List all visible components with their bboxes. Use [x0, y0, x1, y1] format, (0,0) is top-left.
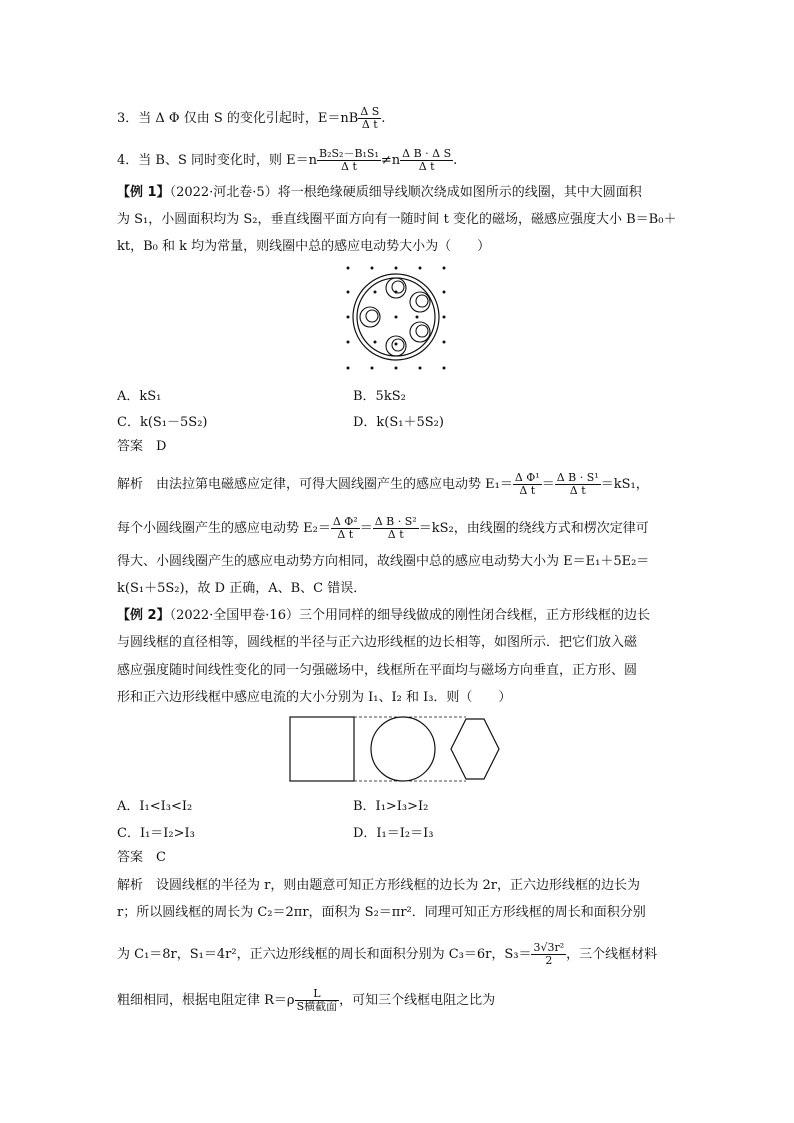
answer-1: 答案 D: [117, 439, 167, 454]
option-b-2: B．I₁>I₃>I₂: [353, 799, 429, 814]
fraction-bs-dt: $\frac{\text{B₂S₂－B₁S₁}}{\text{Δ t}}$: [319, 147, 379, 173]
example-2-line-2: 与圆线框的直径相等，圆线框的半径与正六边形线框的边长相等，如图所示．把它们放入磁: [117, 635, 638, 650]
formula-line-4: 4．当 B、S 同时变化时，则 E＝n $\frac{\text{B₂S₂－B₁S₁}}{\text{Δ t}}$ ≠n $\frac{\text{Δ B · Δ S}}{\text{Δ t}}$ .: [117, 147, 458, 173]
example-2-line-1: 【例 2】（2022·全国甲卷·16）三个用同样的细导线做成的刚性闭合线框，正方形线框的边长: [117, 608, 650, 623]
analysis-2-line-1: 解析 设圆线框的半径为 r，则由题意可知正方形线框的边长为 2r，正六边形线框的边长为: [117, 878, 640, 893]
formula-line-3: 3．当 Δ Φ 仅由 S 的变化引起时，E＝nB $\frac{\text{Δ S}}{\text{Δ t}}$ .: [117, 105, 386, 131]
option-c-1: C．k(S₁－5S₂): [117, 415, 208, 430]
option-a-2: A．I₁<I₃<I₂: [117, 799, 193, 814]
analysis-1-line-3: 得大、小圆线圈产生的感应电动势方向相同，故线圈中总的感应电动势大小为 E＝E₁＋5E₂＝: [117, 554, 650, 569]
fraction-db-ds-dt: $\frac{\text{Δ B · Δ S}}{\text{Δ t}}$: [402, 147, 452, 173]
option-d-1: D．k(S₁＋5S₂): [353, 415, 444, 430]
circle-frame: [371, 717, 435, 781]
fraction-ds-dt: $\frac{\text{Δ S}}{\text{Δ t}}$: [360, 105, 380, 131]
frames-figure: [285, 712, 510, 784]
fraction-hexagon-area: $\frac{\text{3√3r²}}{2}$: [533, 941, 565, 967]
analysis-2-line-2: r；所以圆线框的周长为 C₂＝2πr，面积为 S₂＝πr²．同理可知正方形线框的周长和面积分别: [117, 905, 646, 920]
square-frame: [290, 717, 354, 781]
magnetic-field-dots: [347, 267, 446, 370]
analysis-1-line-2: 每个小圆线圈产生的感应电动势 E₂＝ $\frac{\text{Δ Φ²}}{\text{Δ t}}$ ＝ $\frac{\text{Δ B · S²}}{\text{Δ t}}$ ＝kS₂，由线圈的绕线方式和楞次定律可: [117, 515, 649, 541]
analysis-1-line-1: 解析 由法拉第电磁感应定律，可得大圆线圈产生的感应电动势 E₁＝ $\frac{\text{Δ Φ¹}}{\text{Δ t}}$ ＝ $\frac{\text{Δ B · S¹}}{\text{Δ t}}$ ＝kS₁，: [117, 471, 649, 497]
example-1-line-2: 为 S₁，小圆面积均为 S₂，垂直线圈平面方向有一随时间 t 变化的磁场，磁感应强度大小 B＝B₀＋: [117, 212, 677, 227]
option-d-2: D．I₁＝I₂＝I₃: [353, 826, 434, 841]
example-2-tag: 【例 2】: [117, 608, 170, 623]
example-2-line-4: 形和正六边形线框中感应电流的大小分别为 I₁、I₂ 和 I₃．则（ ）: [117, 690, 512, 705]
analysis-2-line-3: 为 C₁＝8r，S₁＝4r²，正六边形线框的周长和面积分别为 C₃＝6r，S₃＝ $\frac{\text{3√3r²}}{2}$ ，三个线框材料: [117, 941, 658, 967]
fraction-dphi1-dt: $\frac{\text{Δ Φ¹}}{\text{Δ t}}$: [514, 471, 540, 497]
option-a-1: A．kS₁: [117, 389, 162, 404]
option-c-2: C．I₁＝I₂>I₃: [117, 826, 195, 841]
example-1-tag: 【例 1】: [117, 185, 170, 200]
answer-2: 答案 C: [117, 850, 166, 865]
fraction-dbs2-dt: $\frac{\text{Δ B · S²}}{\text{Δ t}}$: [374, 515, 417, 541]
analysis-2-line-4: 粗细相同，根据电阻定律 R＝ρ $\frac{L}{\text{S横截面}}$ ，可知三个线框电阻之比为: [117, 987, 496, 1013]
option-b-1: B．5kS₂: [353, 389, 406, 404]
formula-4-text: 4．当 B、S 同时变化时，则 E＝n: [117, 153, 317, 168]
coil-figure: [340, 262, 450, 374]
formula-3-text: 3．当 Δ Φ 仅由 S 的变化引起时，E＝nB: [117, 111, 359, 126]
fraction-resistance: $\frac{L}{\text{S横截面}}$: [296, 987, 338, 1013]
example-1-line-3: kt，B₀ 和 k 均为常量，则线圈中总的感应电动势大小为（ ）: [117, 239, 491, 254]
example-2-line-3: 感应强度随时间线性变化的同一匀强磁场中，线框所在平面均与磁场方向垂直，正方形、圆: [117, 663, 638, 678]
fraction-dbs1-dt: $\frac{\text{Δ B · S¹}}{\text{Δ t}}$: [556, 471, 599, 497]
fraction-dphi2-dt: $\frac{\text{Δ Φ²}}{\text{Δ t}}$: [332, 515, 358, 541]
analysis-1-line-4: k(S₁＋5S₂)，故 D 正确，A、B、C 错误．: [117, 581, 367, 596]
example-1-line-1: 【例 1】（2022·河北卷·5）将一根绝缘硬质细导线顺次绕成如图所示的线圈，其中大圆面积: [117, 185, 642, 200]
hexagon-frame: [451, 719, 499, 779]
